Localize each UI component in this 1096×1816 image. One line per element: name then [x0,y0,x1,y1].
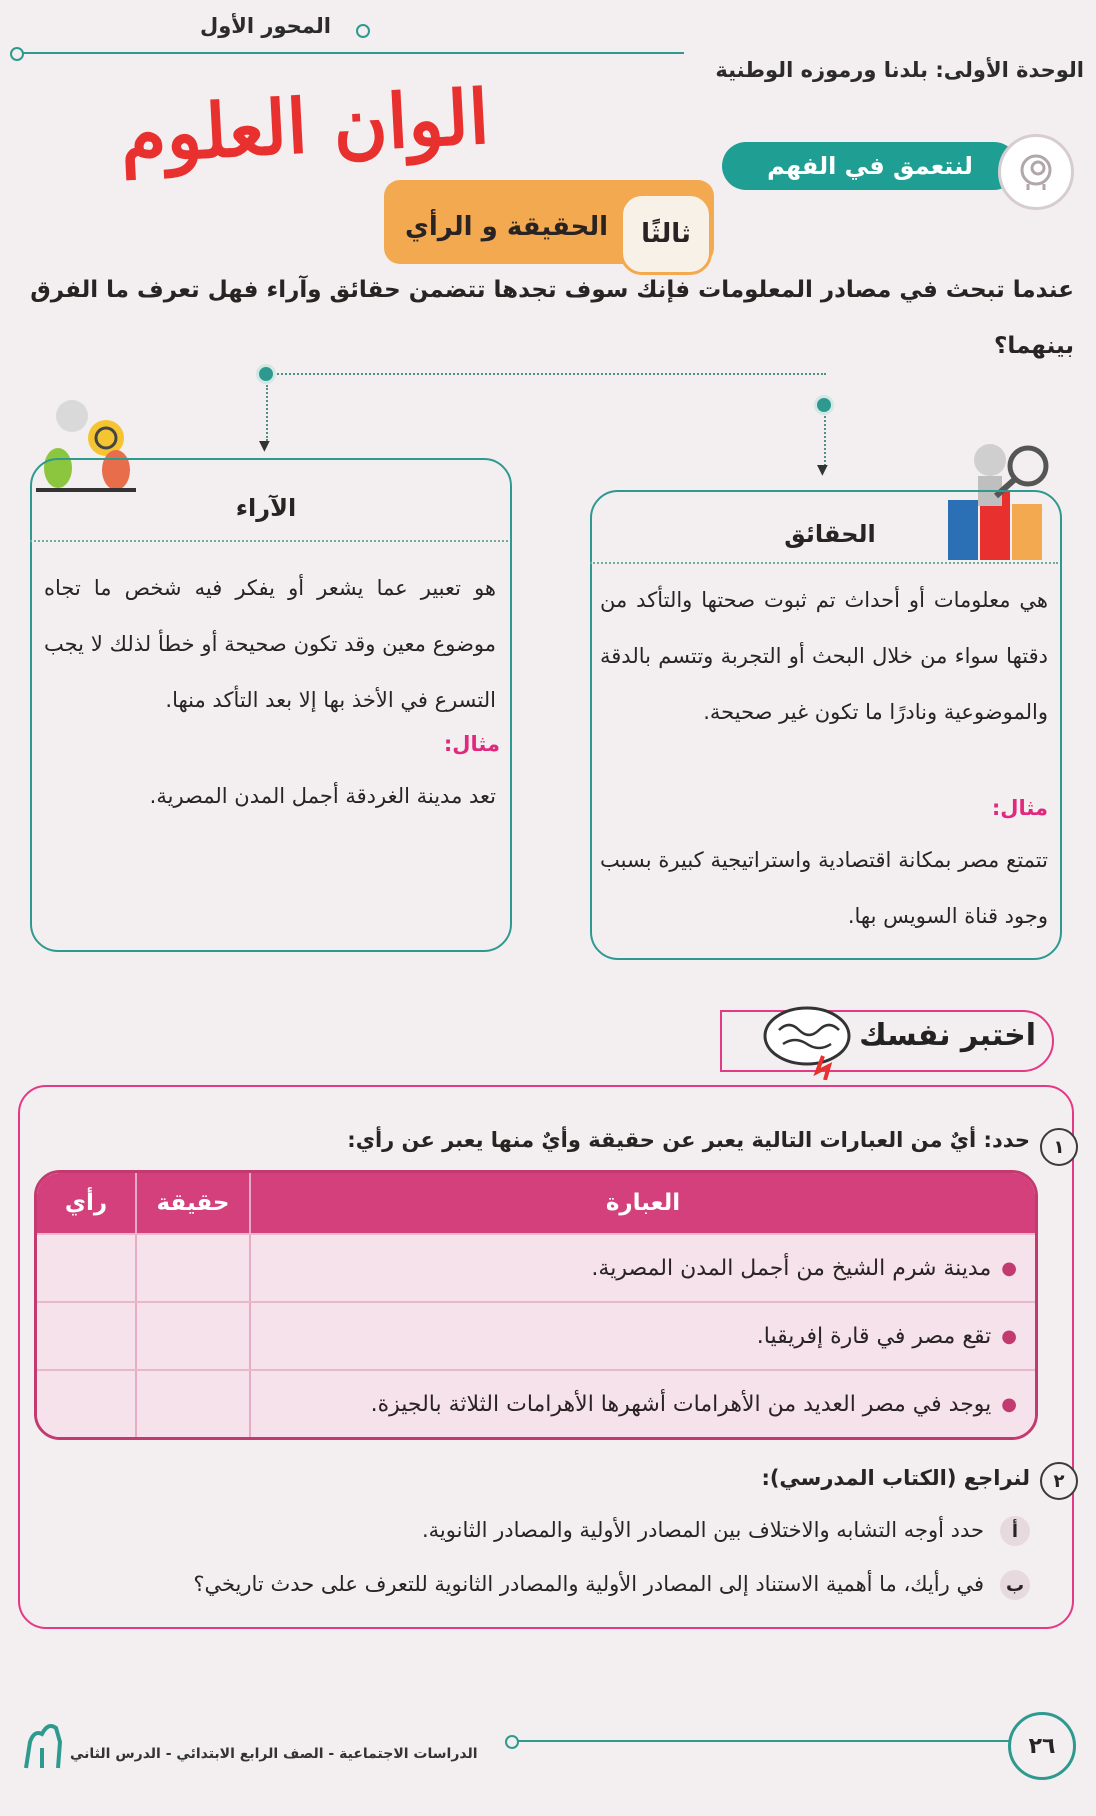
sub-question-text: حدد أوجه التشابه والاختلاف بين المصادر الأولية والمصادر الثانوية. [422,1518,984,1542]
fact-cell[interactable] [137,1371,251,1437]
opinion-cell[interactable] [37,1303,137,1369]
facts-example-label: مثال: [991,796,1048,820]
bullet-icon: ● [1001,1325,1017,1347]
brain-icon [755,1000,865,1080]
section-title: الحقيقة و الرأي [405,212,609,242]
statement-text: تقع مصر في قارة إفريقيا. [756,1323,992,1349]
fact-cell[interactable] [137,1303,251,1369]
card-divider [30,540,508,542]
opinions-definition: هو تعبير عما يشعر أو يفكر فيه شخص ما تجاه موضوع معين وقد تكون صحيحة أو خطأ لذلك لا يجب التسرع في الأخذ بها إلا بعد التأكد منها. [44,576,496,712]
head-magnifier-icon [998,134,1074,210]
connector-arrow [266,385,268,441]
diagram-connector [266,373,826,375]
opinions-example-label: مثال: [443,732,500,756]
unit-title: الوحدة الأولى: بلدنا ورموزه الوطنية [715,58,1084,82]
intro-text: عندما تبحث في مصادر المعلومات فإنك سوف تجدها تتضمن حقائق وآراء فهل تعرف ما الفرق بينهما؟ [30,277,1074,359]
test-title: اختبر نفسك [859,1018,1036,1053]
question-number: ١ [1040,1128,1078,1166]
table-row [37,1369,1035,1437]
footer-dot [505,1735,519,1749]
fact-cell[interactable] [137,1235,251,1301]
page-number: ٢٦ [1008,1712,1076,1780]
fact-opinion-table [34,1170,1038,1440]
footer-divider [515,1740,1025,1742]
arrow-down-icon: ▼ [817,462,828,478]
header-fact: حقيقة [137,1173,251,1233]
axis-title: المحور الأول [200,14,331,38]
question-text: حدد: أيٌ من العبارات التالية يعبر عن حقيقة وأيٌ منها يعبر عن رأي: [347,1128,1030,1152]
table-row [37,1233,1035,1301]
connector-dot [256,364,276,384]
facts-definition: هي معلومات أو أحداث تم ثبوت صحتها والتأكد من دقتها سواء من خلال البحث أو التجربة وتتسم بالدقة والموضوعية ونادرًا ما تكون غير صحيحة. [600,588,1048,724]
bullet-icon: ● [1001,1393,1017,1415]
deep-dive-banner: لنتعمق في الفهم [722,142,1018,190]
opinion-cell[interactable] [37,1235,137,1301]
table-row [37,1301,1035,1369]
facts-title: الحقائق [784,520,876,548]
sub-question-text: في رأيك، ما أهمية الاستناد إلى المصادر الأولية والمصادر الثانوية للتعرف على حدث تاريخي؟ [193,1572,984,1596]
statement-text: يوجد في مصر العديد من الأهرامات أشهرها الأهرامات الثلاثة بالجيزة. [370,1391,992,1417]
header-statement: العبارة [605,1190,681,1216]
bullet-icon: ● [1001,1257,1017,1279]
brand-watermark: الوان العلوم [118,74,492,180]
opinions-title: الآراء [235,494,297,522]
opinions-example: تعد مدينة الغردقة أجمل المدن المصرية. [149,784,496,808]
connector-dot [814,395,834,415]
question-number: ٢ [1040,1462,1078,1500]
footer-text: الدراسات الاجتماعية - الصف الرابع الابتدائي - الدرس الثاني [70,1746,478,1762]
header-dot [356,24,370,38]
opinion-cell[interactable] [37,1371,137,1437]
connector-arrow [824,416,826,466]
sub-question-letter: أ [1000,1516,1030,1546]
header-dot [10,47,24,61]
card-divider [590,562,1058,564]
sub-question-letter: ب [1000,1570,1030,1600]
arrow-down-icon: ▼ [259,438,270,454]
header-opinion: رأي [37,1173,137,1233]
question-text: لنراجع (الكتاب المدرسي): [761,1466,1030,1490]
statement-text: مدينة شرم الشيخ من أجمل المدن المصرية. [591,1255,992,1281]
camel-logo-icon [20,1712,66,1772]
section-number: ثالثًا [620,193,712,275]
header-divider [14,52,684,54]
table-header [37,1173,1035,1233]
facts-example: تتمتع مصر بمكانة اقتصادية واستراتيجية كبيرة بسبب وجود قناة السويس بها. [600,848,1048,928]
